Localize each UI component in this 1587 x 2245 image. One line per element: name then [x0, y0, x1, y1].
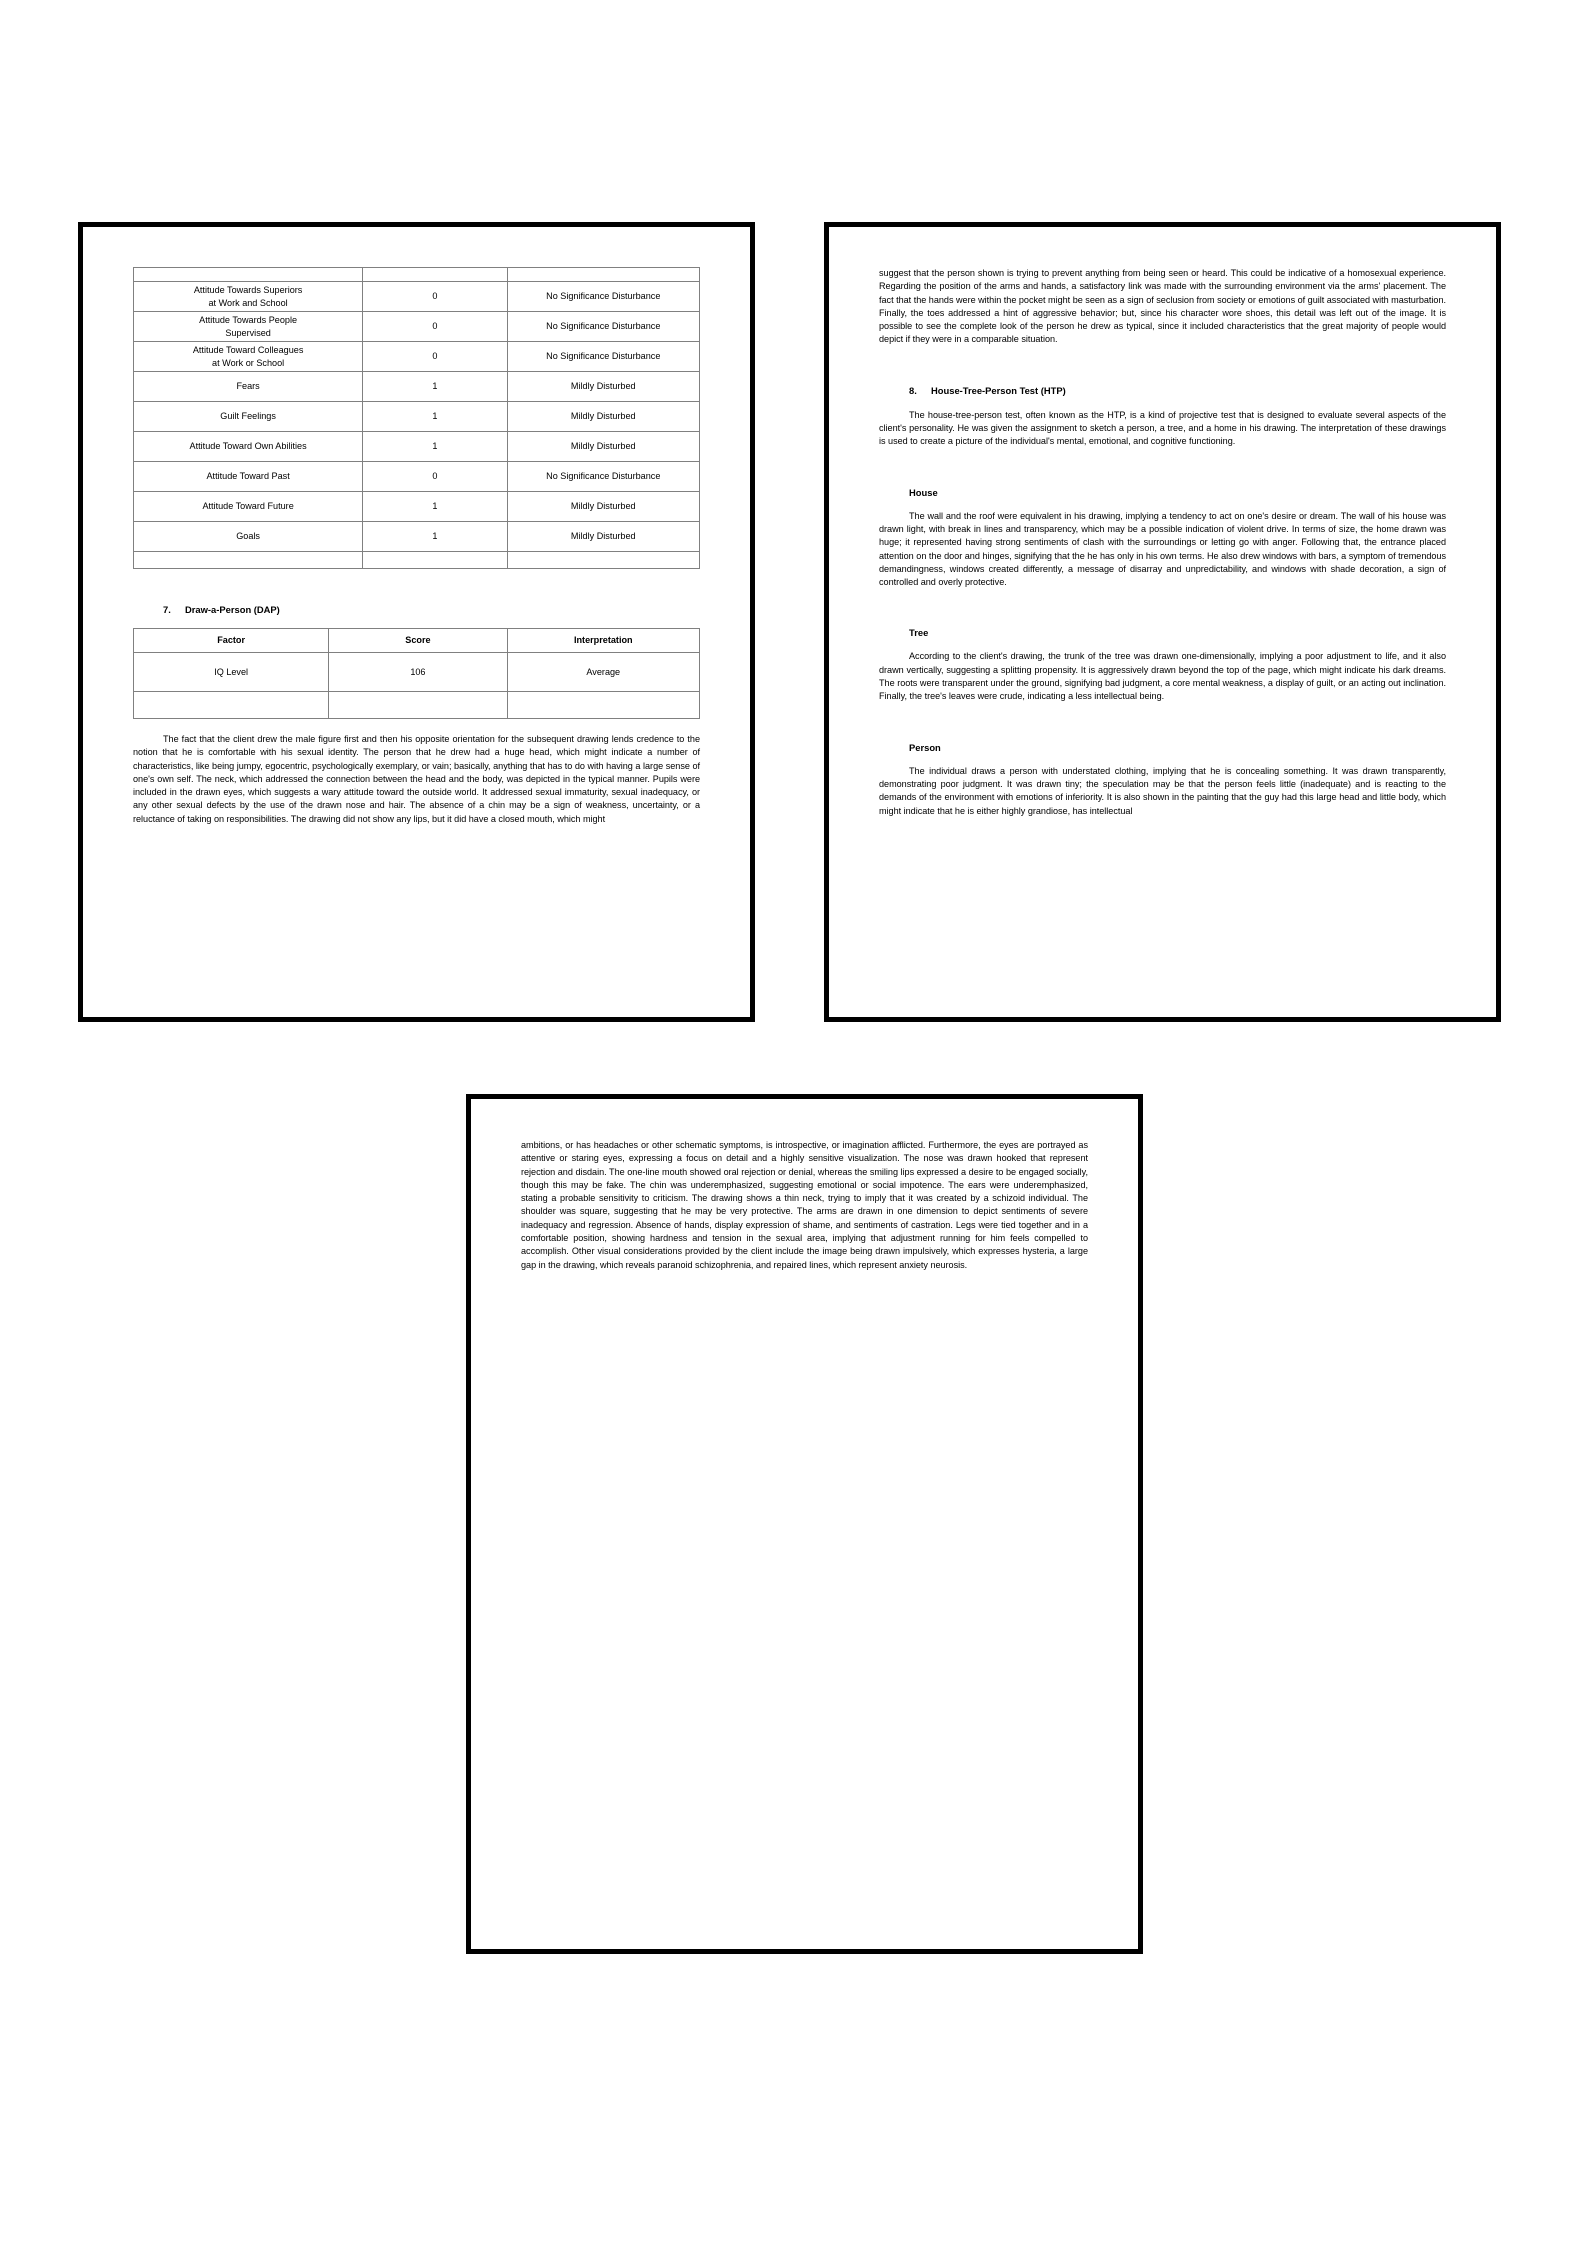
table-row: [134, 282, 700, 312]
table-row: [134, 342, 700, 372]
section-title: House-Tree-Person Test (HTP): [931, 384, 1066, 396]
column-header-interpretation: Interpretation: [507, 629, 699, 653]
subsection-spacer: [879, 715, 1446, 741]
score-cell: 0: [363, 282, 507, 312]
factor-cell: IQ Level: [134, 653, 329, 692]
spacer-cell: [507, 692, 699, 719]
table-row: [134, 402, 700, 432]
house-paragraph: The wall and the roof were equivalent in his drawing, implying a tendency to act on one's desire or dream. The wall of his house was drawn light, with break in lines and transparency, which may be a possible indication of violent drive. In terms of size, the home drawn was huge; it represented having strong sentiments of clash with the surroundings or letting go with anger. Following that, the entrance placed attention on the door and hinges, signifying that the he has only in his own terms. He also drew windows with bars, a symptom of tremendous demandingness, windows created differently, a message of disarray and unpredictability, and windows with shade decoration, a sign of controlled and overly protective.: [879, 510, 1446, 588]
interpretation-cell: Mildly Disturbed: [507, 492, 699, 522]
table-spacer-row: [134, 692, 700, 719]
attitude-factors-table: [133, 267, 700, 569]
factor-cell: Attitude Toward Past: [134, 462, 363, 492]
document-page-1: [78, 222, 755, 1022]
factor-line-1: Attitude Towards Superiors: [193, 285, 303, 296]
score-cell: 1: [363, 402, 507, 432]
factor-line-2: at Work and School: [208, 297, 288, 308]
spacer-cell: [363, 268, 507, 282]
factor-line-1: Attitude Towards People: [199, 315, 298, 326]
interpretation-cell: No Significance Disturbance: [507, 282, 699, 312]
score-cell: 0: [363, 312, 507, 342]
section-heading-htp: [879, 384, 1446, 397]
interpretation-cell: No Significance Disturbance: [507, 462, 699, 492]
subsection-heading-person: Person: [909, 741, 941, 753]
interpretation-cell: Average: [507, 653, 699, 692]
spacer-cell: [329, 692, 507, 719]
table-row: [134, 492, 700, 522]
factor-line-2: Supervised: [225, 327, 271, 338]
dap-interpretation-paragraph: The fact that the client drew the male figure first and then his opposite orientation for the subsequent drawing lends credence to the notion that he is comfortable with his sexual identity. The person that he drew had a huge head, which might indicate a number of characteristics, like being jumpy, egocentric, psychologically exemplary, or vain; basically, anything that has to do with having a large sense of one's own self. The neck, which addressed the connection between the head and the body, was depicted in the typical manner. Pupils were included in the drawn eyes, which suggests a wary attitude toward the outside world. It addressed sexual immaturity, sexual inadequacy, or any other sexual defects by the use of the drawn nose and hair. The absence of a chin may be a sign of weakness, uncertainty, or a reluctance of taking on responsibilities. The drawing did not show any lips, but it did have a closed mouth, which might: [133, 734, 700, 824]
interpretation-cell: Mildly Disturbed: [507, 522, 699, 552]
factor-cell: [134, 342, 363, 372]
section-heading-dap: [133, 603, 700, 616]
subsection-heading-house: House: [909, 486, 938, 498]
score-cell: 1: [363, 522, 507, 552]
spacer-cell: [507, 268, 699, 282]
table-row: [134, 653, 700, 692]
spacer-cell: [134, 692, 329, 719]
factor-cell: Attitude Toward Own Abilities: [134, 432, 363, 462]
spacer-cell: [134, 268, 363, 282]
score-cell: 106: [329, 653, 507, 692]
factor-cell: [134, 312, 363, 342]
page-2-content: [879, 267, 1446, 829]
interpretation-cell: Mildly Disturbed: [507, 402, 699, 432]
spacer-cell: [134, 552, 363, 569]
factor-line-1: Attitude Toward Colleagues: [192, 345, 304, 356]
subsection-spacer: [879, 600, 1446, 626]
tree-paragraph: According to the client's drawing, the trunk of the tree was drawn one-dimensionally, implying a poor adjustment to life, and it also drawn vertically, suggesting a splitting propensity. It is aggressively drawn beyond the top of the page, which might indicate his dark dreams. The roots were transparent under the ground, signifying bad judgment, a core mental weakness, a display of guilt, or an acting out inclination. Finally, the tree's leaves were crude, indicating a less intellectual being.: [879, 651, 1446, 702]
subsection-spacer: [879, 460, 1446, 486]
factor-cell: Attitude Toward Future: [134, 492, 363, 522]
table-row: [134, 432, 700, 462]
page-2-surface: [829, 227, 1496, 1017]
table-row: [134, 312, 700, 342]
score-cell: 1: [363, 372, 507, 402]
table-header-row: [134, 629, 700, 653]
interpretation-cell: No Significance Disturbance: [507, 312, 699, 342]
table-spacer-row: [134, 268, 700, 282]
interpretation-cell: No Significance Disturbance: [507, 342, 699, 372]
section-spacer: [879, 358, 1446, 384]
person-continuation-paragraph: ambitions, or has headaches or other schematic symptoms, is introspective, or imagination afflicted. Furthermore, the eyes are portrayed as attentive or staring eyes, expressing a focus on detail and a highly sensitive visualization. The nose was drawn hooked that represent rejection and disdain. The one-line mouth showed oral rejection or denial, whereas the smiling lips expressed a desire to be engaged socially, though this may be fake. The chin was underemphasized, suggesting emotional or social impotence. The ears were underemphasized, stating a probable sensitivity to criticism. The drawing shows a thin neck, trying to imply that it was created by a schizoid individual. The shoulder was square, suggesting that he may be very protective. The arms are drawn in one dimension to depict sentiments of severe inadequacy and regression. Absence of hands, display expression of shame, and sentiments of castration. Legs were tied together and in a comfortable position, showing hardness and tension in the sexual area, implying that adjustment running for him feels compelled to accomplish. Other visual considerations provided by the client include the image being drawn impulsively, which expresses hysteria, a large gap in the drawing, which reveals paranoid schizophrenia, and repaired lines, which represent anxiety neurosis.: [521, 1140, 1088, 1270]
score-cell: 0: [363, 462, 507, 492]
dap-scores-table: [133, 628, 700, 719]
spacer-cell: [363, 552, 507, 569]
score-cell: 0: [363, 342, 507, 372]
section-spacer: [133, 569, 700, 603]
page-1-content: [133, 267, 700, 837]
score-cell: 1: [363, 432, 507, 462]
page-1-surface: [83, 227, 750, 1017]
page-3-surface: [471, 1099, 1138, 1949]
subsection-heading-tree: Tree: [909, 627, 929, 639]
document-page-3: [466, 1094, 1143, 1954]
interpretation-cell: Mildly Disturbed: [507, 432, 699, 462]
column-header-score: Score: [329, 629, 507, 653]
table-row: [134, 372, 700, 402]
section-number: 8.: [909, 384, 917, 396]
table-row: [134, 462, 700, 492]
table-row: [134, 522, 700, 552]
section-number: 7.: [163, 604, 171, 615]
factor-cell: Fears: [134, 372, 363, 402]
page-3-content: [521, 1139, 1088, 1283]
spacer-cell: [507, 552, 699, 569]
paragraph-spacer: [133, 719, 700, 733]
person-paragraph: The individual draws a person with understated clothing, implying that he is concealing something. It was drawn transparently, demonstrating poor judgment. It was drawn tiny; the speculation may be that the person feels little (inadequate) and is reacting to the demands of the environment with emotions of inferiority. It is also shown in the painting that the guy had this large head and little body, which might indicate that he is either highly grandiose, has intellectual: [879, 765, 1446, 816]
column-header-factor: Factor: [134, 629, 329, 653]
factor-cell: [134, 282, 363, 312]
score-cell: 1: [363, 492, 507, 522]
factor-cell: Goals: [134, 522, 363, 552]
table-spacer-row: [134, 552, 700, 569]
factor-cell: Guilt Feelings: [134, 402, 363, 432]
interpretation-cell: Mildly Disturbed: [507, 372, 699, 402]
document-page-2: [824, 222, 1501, 1022]
factor-line-2: at Work or School: [212, 357, 285, 368]
section-title: Draw-a-Person (DAP): [185, 604, 280, 615]
dap-continuation-paragraph: suggest that the person shown is trying to prevent anything from being seen or heard. This could be indicative of a homosexual experience. Regarding the position of the arms and hands, a satisfactory link was made with the surrounding environment via the arms' placement. The fact that the hands were within the pocket might be seen as a sign of seclusion from society or emotions of guilt associated with masturbation. Finally, the toes addressed a hint of aggressive behavior; but, since his character wore shoes, this detail was left out of the image. It is possible to see the complete look of the person he drew as typical, since it included characteristics that the great majority of people would depict if they were in a comparable situation.: [879, 268, 1446, 345]
htp-intro-paragraph: The house-tree-person test, often known as the HTP, is a kind of projective test that is designed to evaluate several aspects of the client's personality. He was given the assignment to sketch a person, a tree, and a home in his drawing. The interpretation of these drawings is used to create a picture of the individual's mental, emotional, and cognitive functioning.: [879, 409, 1446, 447]
